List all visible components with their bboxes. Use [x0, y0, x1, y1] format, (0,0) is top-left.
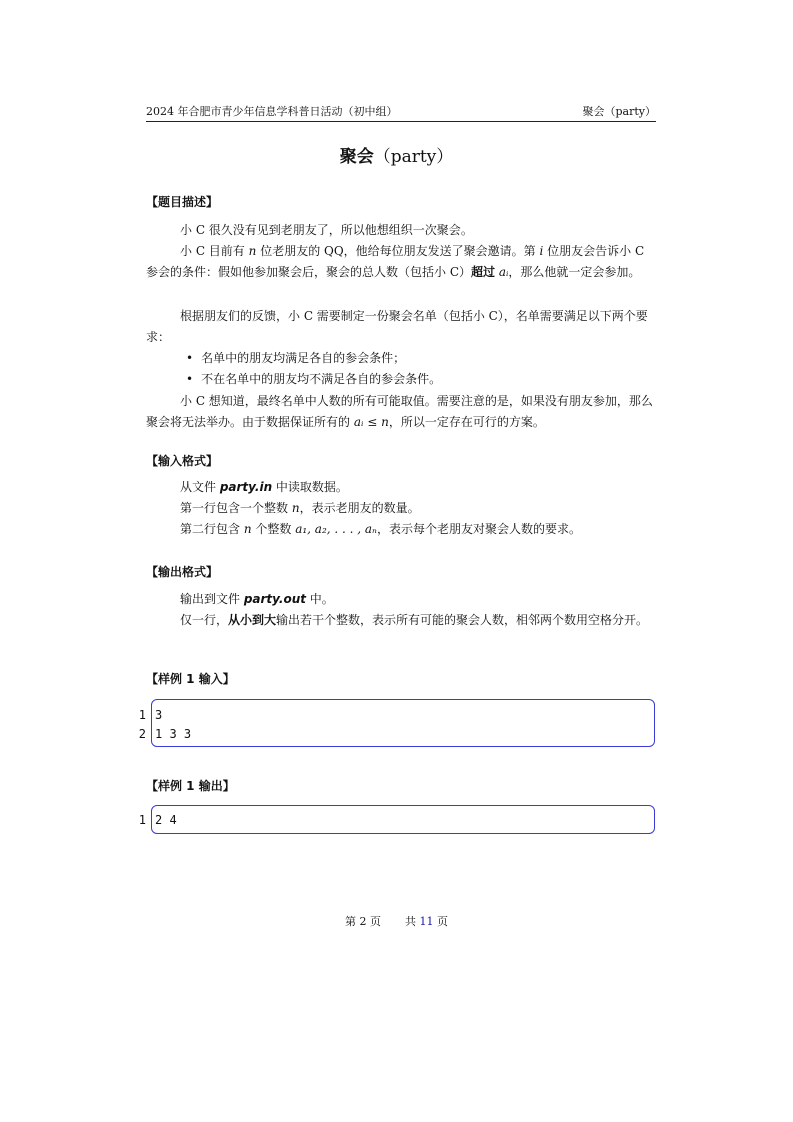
output-filename: party.out [243, 592, 306, 606]
description-paragraph-4: 小 C 想知道，最终名单中人数的所有可能取值。需要注意的是，如果没有朋友参加，那么聚会将无法举办。由于数据保证所有的 aᵢ ≤ n，所以一定存在可行的方案。 [146, 394, 653, 429]
list-item: • 不在名单中的朋友均不满足各自的参会条件。 [186, 369, 441, 390]
current-page-number: 2 [359, 915, 367, 928]
output-line-1: 输出到文件 party.out 中。 [180, 592, 334, 606]
sample-output-heading: 【样例 1 输出】 [146, 779, 235, 793]
input-line-2: 第一行包含一个整数 n，表示老朋友的数量。 [180, 501, 420, 515]
input-line-1: 从文件 party.in 中读取数据。 [180, 480, 348, 494]
input-filename: party.in [219, 480, 273, 494]
header-right: 聚会（party） [582, 105, 656, 118]
sample-output-box [151, 805, 655, 834]
description-paragraph-1: 小 C 很久没有见到老朋友了，所以他想组织一次聚会。 [180, 223, 473, 237]
line-number: 2 [138, 727, 146, 741]
page-footer: 第 2 页 共 11 页 [345, 915, 448, 928]
total-page-count: 11 [419, 915, 434, 928]
math-constraint: aᵢ ≤ n [353, 415, 389, 429]
output-line-2: 仅一行，从小到大输出若干个整数，表示所有可能的聚会人数，相邻两个数用空格分开。 [180, 613, 649, 627]
description-paragraph-3: 根据朋友们的反馈，小 C 需要制定一份聚会名单（包括小 C），名单需要满足以下两个要求： [146, 309, 648, 344]
output-heading: 【输出格式】 [146, 565, 219, 579]
line-number: 1 [138, 708, 146, 722]
input-heading: 【输入格式】 [146, 454, 219, 468]
input-line-3: 第二行包含 n 个整数 a₁, a₂, . . . , aₙ，表示每个老朋友对聚会人数的要求。 [180, 522, 581, 536]
requirement-list [186, 348, 441, 390]
description-heading: 【题目描述】 [146, 195, 219, 209]
title-main: 聚会 [339, 147, 374, 167]
code-line: 1 3 3 [155, 727, 192, 741]
sample-input-heading: 【样例 1 输入】 [146, 672, 235, 686]
emphasis-exceed: 超过 [471, 265, 496, 279]
sample-input-box [151, 699, 655, 747]
line-number: 1 [138, 813, 146, 827]
emphasis-ascending: 从小到大 [228, 613, 277, 627]
code-line: 3 [155, 708, 163, 722]
running-header [146, 104, 656, 122]
list-item: • 名单中的朋友均满足各自的参会条件； [186, 348, 441, 369]
description-paragraph-2: 小 C 目前有 n 位老朋友的 QQ，他给每位朋友发送了聚会邀请。第 i 位朋友会告诉小 C 参会的条件：假如他参加聚会后，聚会的总人数（包括小 C）超过 aᵢ，那么他就一定会参加。 [146, 244, 645, 279]
title-sub: （party） [373, 147, 454, 167]
header-left: 2024 年合肥市青少年信息学科普日活动（初中组） [146, 105, 398, 118]
code-line: 2 4 [155, 813, 177, 827]
page-title [0, 146, 793, 168]
